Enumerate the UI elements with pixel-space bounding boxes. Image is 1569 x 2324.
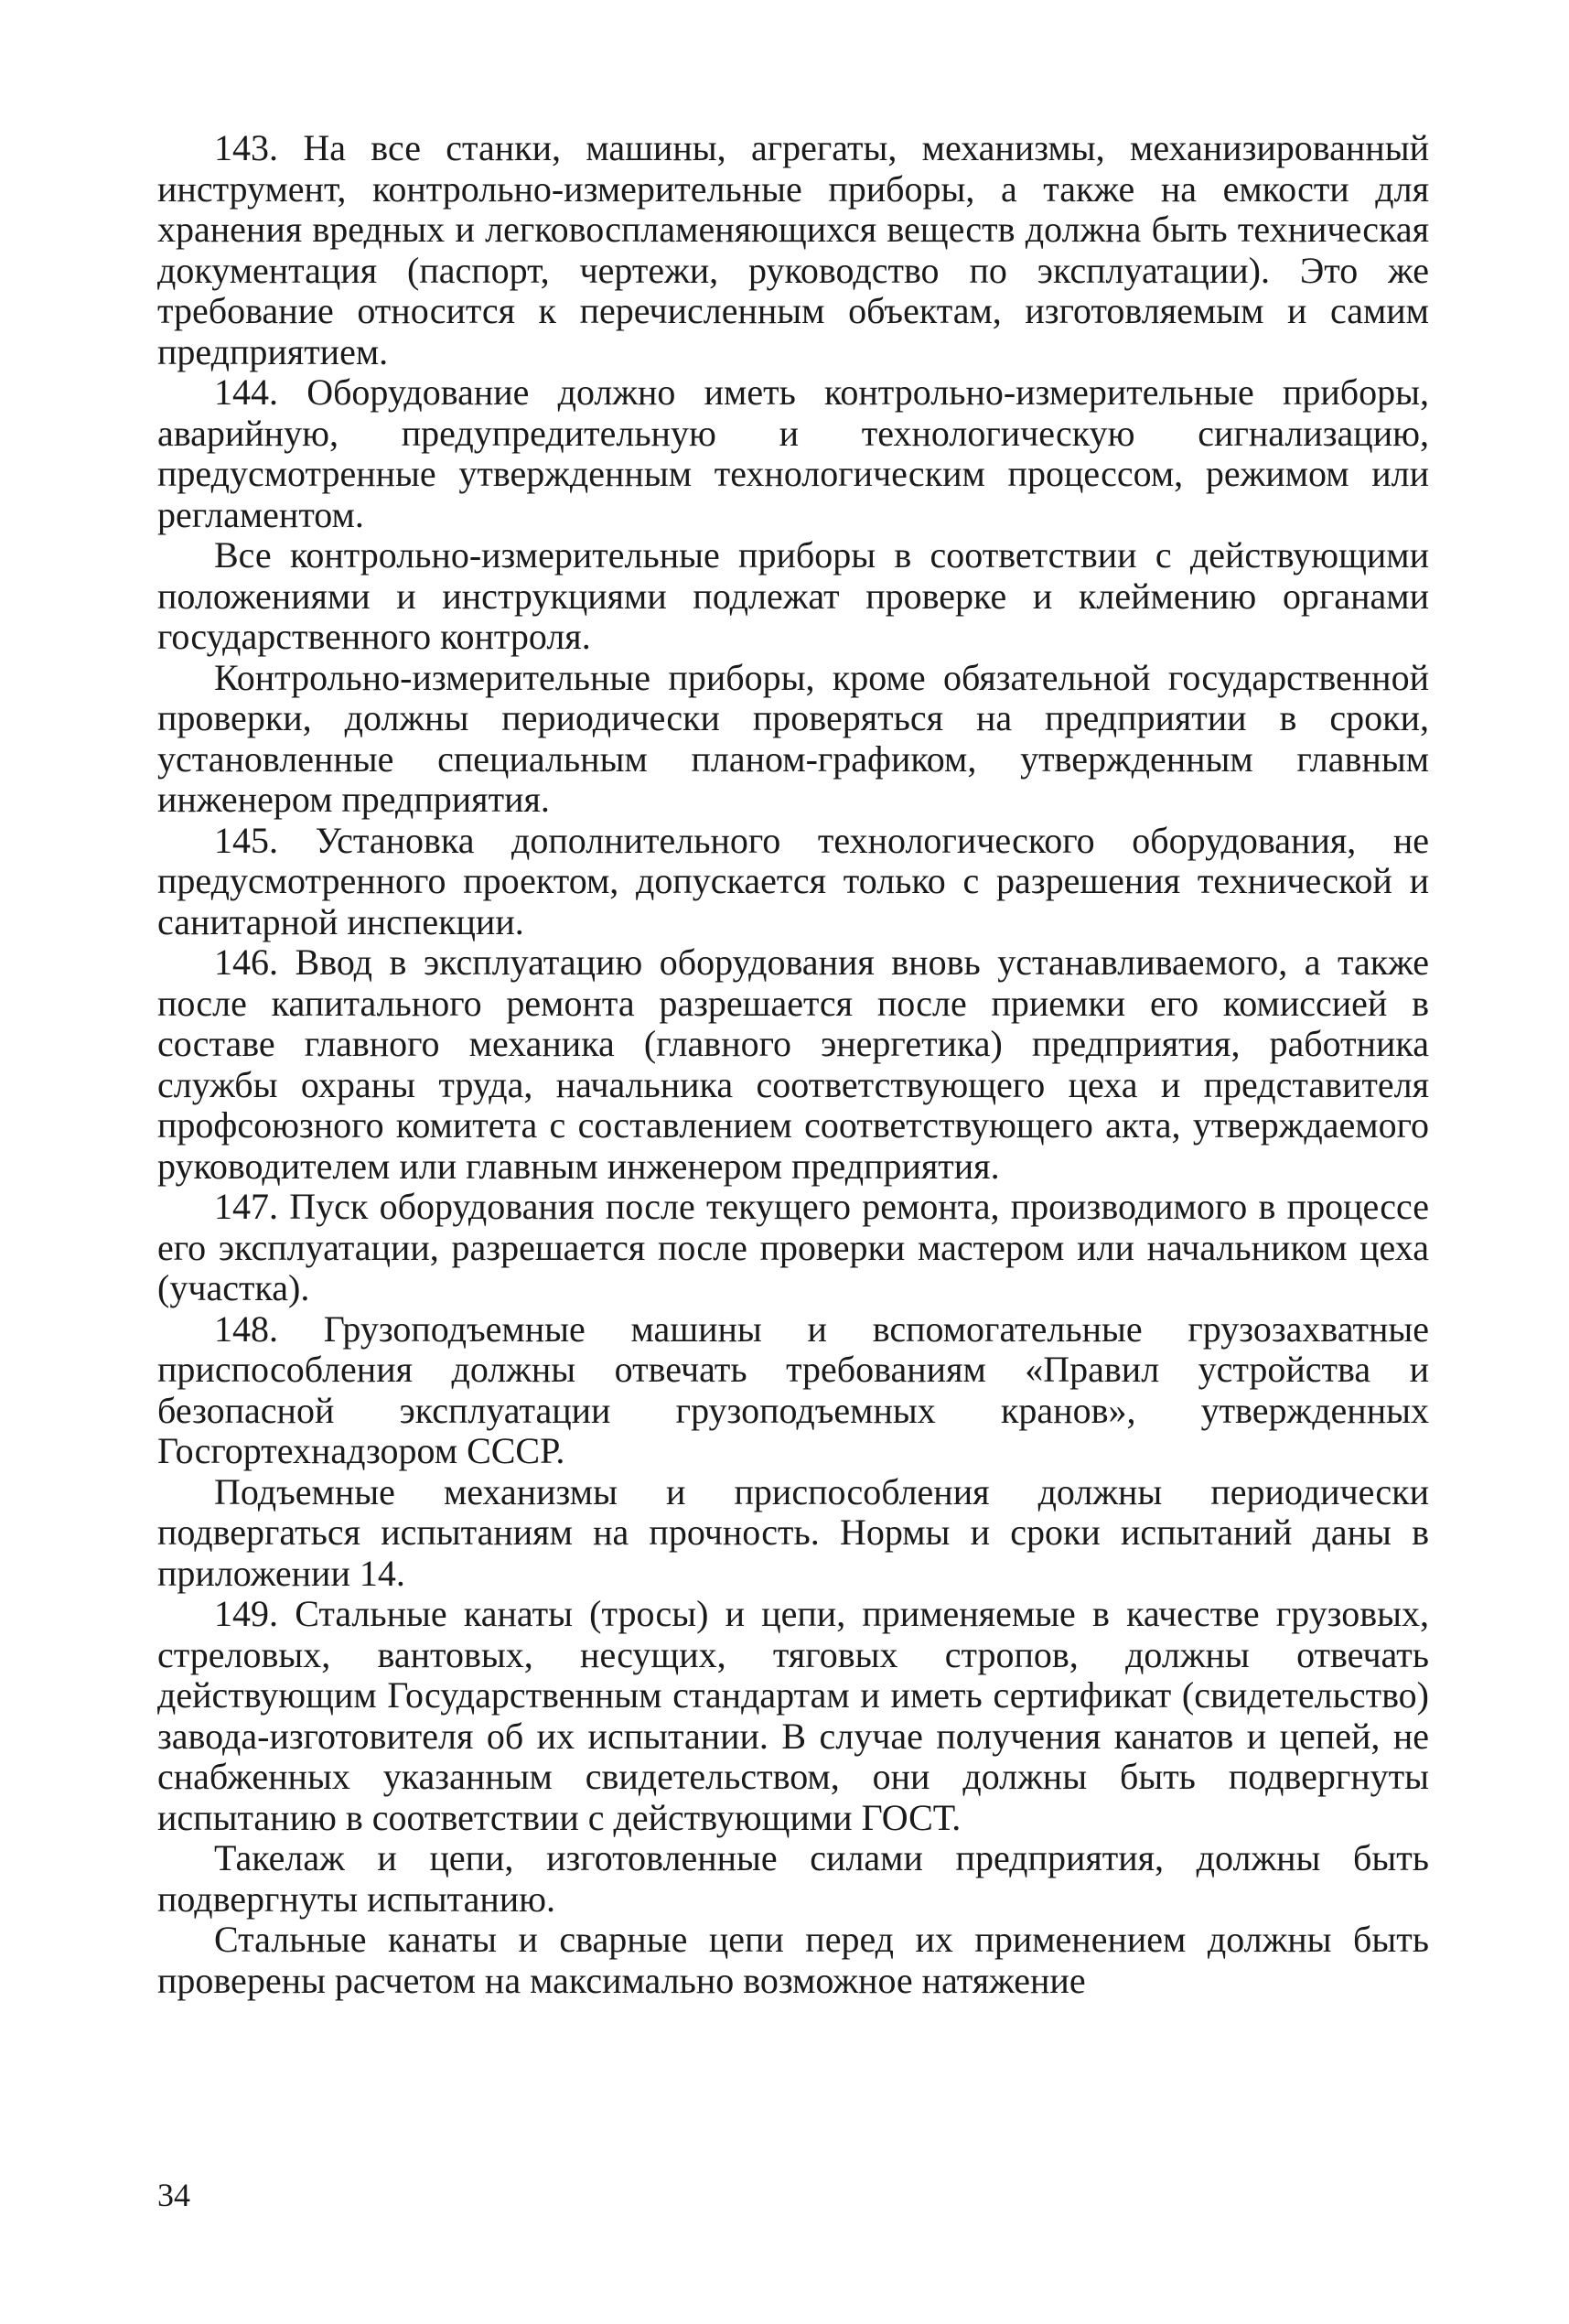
paragraph-146: 146. Ввод в эксплуатацию оборудования вновь устанавливаемого, а также после капитального ремонта разрешается после приемки его комиссией в составе главного механика (главного энергетика) предприятия, работника службы охраны труда, начальника соответствующего цеха и представителя профсоюзного комитета с составлением соответствующего акта, утверждаемого руководителем или главным инженером предприятия. xyxy=(157,941,1429,1187)
paragraph-148-testing: Подъемные механизмы и приспособления должны периодически подвергаться испытаниям на прочность. Нормы и сроки испытаний даны в приложении 14. xyxy=(157,1470,1429,1594)
paragraph-149-ropes-calculation: Стальные канаты и сварные цепи перед их применением должны быть проверены расчетом на максимально возможное натяжение xyxy=(157,1919,1429,2001)
page-body xyxy=(157,128,1429,2001)
paragraph-149: 149. Стальные канаты (тросы) и цепи, применяемые в качестве грузовых, стреловых, вантовых, несущих, тяговых стропов, должны отвечать действующим Государственным стандартам и иметь сертификат (свидетельство) завода-изготовителя об их испытании. В случае получения канатов и цепей, не снабженных указанным свидетельством, они должны быть подвергнуты испытанию в соответствии с действующими ГОСТ. xyxy=(157,1593,1429,1838)
paragraph-147: 147. Пуск оборудования после текущего ремонта, производимого в процессе его эксплуатации, разрешается после проверки мастером или начальником цеха (участка). xyxy=(157,1186,1429,1308)
paragraph-148: 148. Грузоподъемные машины и вспомогательные грузозахватные приспособления должны отвечать требованиям «Правил устройства и безопасной эксплуатации грузоподъемных кранов», утвержденных Госгортехнадзором СССР. xyxy=(157,1307,1429,1471)
paragraph-144-periodic-check: Контрольно-измерительные приборы, кроме обязательной государственной проверки, должны периодически проверяться на предприятии в сроки, установленные специальным планом-графиком, утвержденным главным инженером предприятия. xyxy=(157,656,1429,820)
page-number: 34 xyxy=(157,2177,190,2213)
paragraph-143: 143. На все станки, машины, агрегаты, механизмы, механизированный инструмент, контрольно-измерительные приборы, а также на емкости для хранения вредных и легковоспламеняющихся веществ должна быть техническая документация (паспорт, чертежи, руководство по эксплуатации). Это же требование относится к перечисленным объектам, изготовляемым и самим предприятием. xyxy=(157,127,1429,372)
paragraph-145: 145. Установка дополнительного технологического оборудования, не предусмотренного проектом, допускается только с разрешения технической и санитарной инспекции. xyxy=(157,819,1429,942)
paragraph-144-instruments-check: Все контрольно-измерительные приборы в соответствии с действующими положениями и инструкциями подлежат проверке и клеймению органами государственного контроля. xyxy=(157,534,1429,657)
paragraph-144: 144. Оборудование должно иметь контрольно-измерительные приборы, аварийную, предупредительную и технологическую сигнализацию, предусмотренные утвержденным технологическим процессом, режимом или регламентом. xyxy=(157,371,1429,535)
paragraph-149-rigging: Такелаж и цепи, изготовленные силами предприятия, должны быть подвергнуты испытанию. xyxy=(157,1837,1429,1920)
